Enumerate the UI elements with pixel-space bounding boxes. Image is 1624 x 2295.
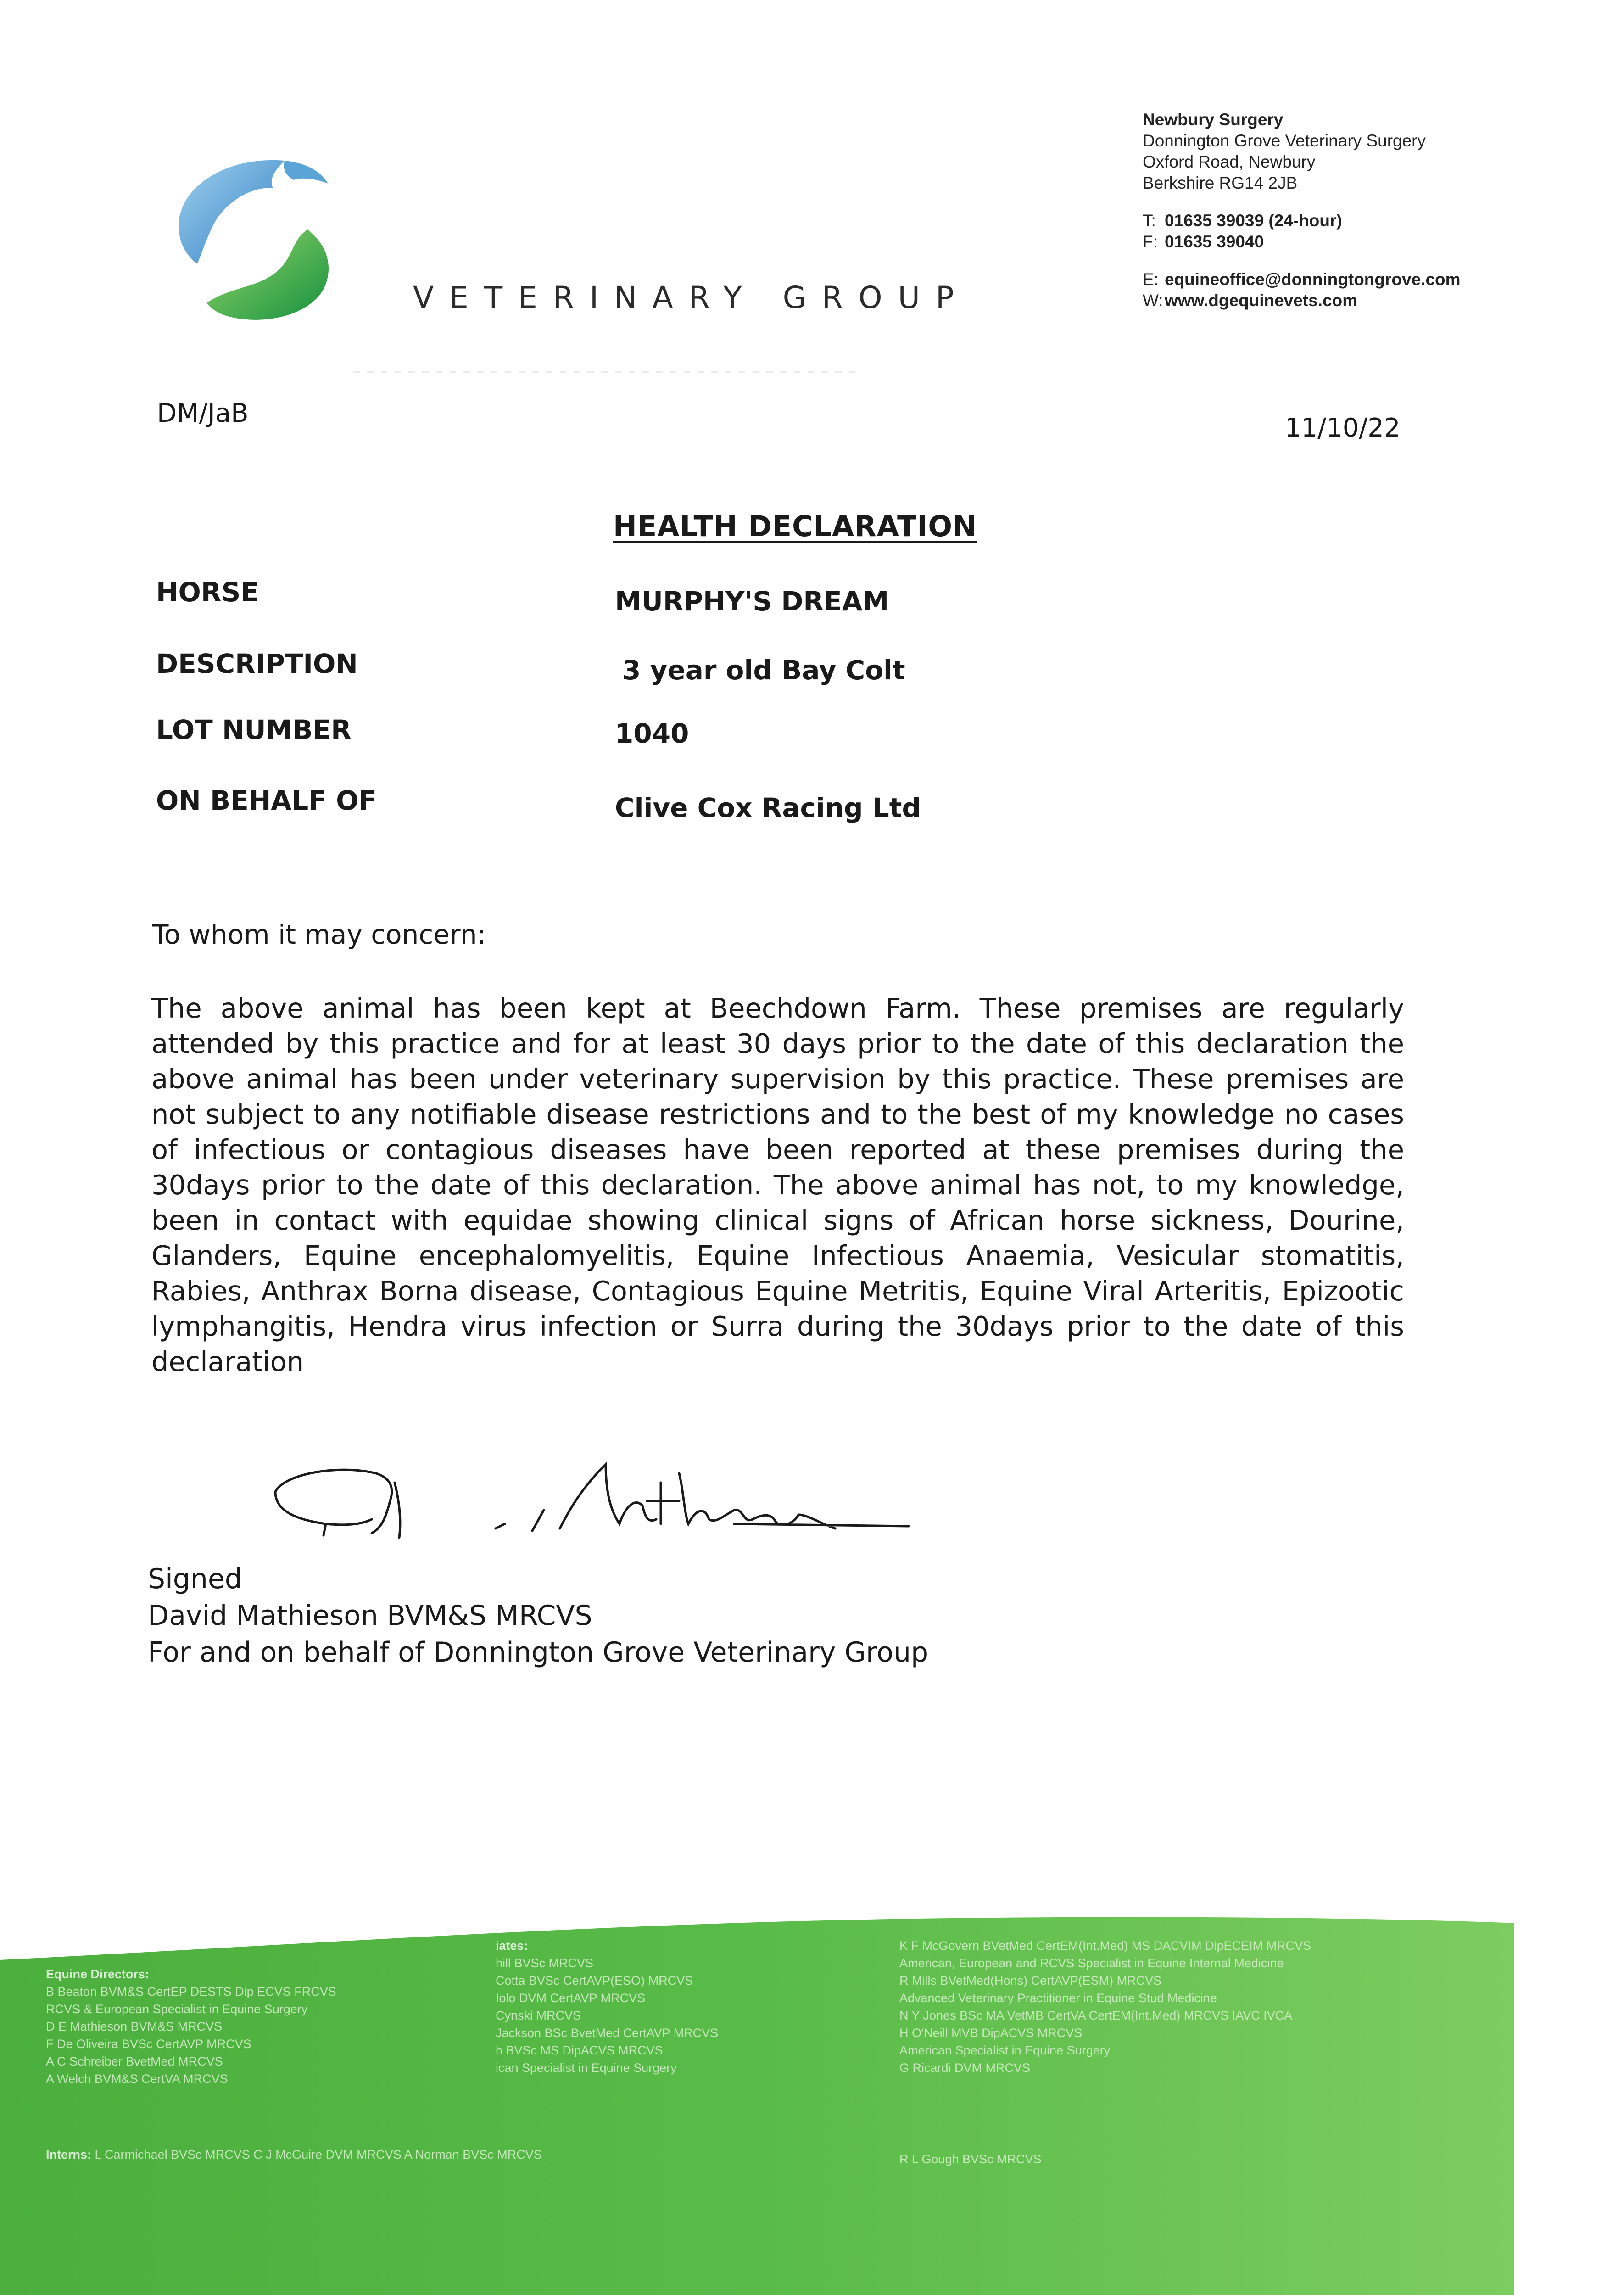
divider	[353, 371, 858, 373]
handwritten-signature	[257, 1455, 936, 1570]
horse-value: MURPHY'S DREAM	[615, 586, 889, 617]
letter-date: 11/10/22	[1285, 413, 1401, 443]
web-label: W:	[1143, 291, 1163, 310]
signature-block	[148, 1561, 928, 1671]
phone-row	[1143, 210, 1461, 231]
directors-heading: Equine Directors:	[46, 1967, 150, 1981]
description-value: 3 year old Bay Colt	[622, 655, 905, 686]
specialist-line: American, European and RCVS Specialist in Equine Internal Medicine	[899, 1956, 1284, 1970]
reference: DM/JaB	[157, 398, 249, 428]
fax-row	[1143, 231, 1461, 252]
specialist-line: G Ricardi DVM MRCVS	[899, 2061, 1031, 2075]
declaration-body: The above animal has been kept at Beechdown Farm. These premises are regularly attended by this practice and for at least 30 days prior to the date of this declaration the above animal has been under veterinary supervision by this practice. These premises are not subject to any notifiable disease restrictions and to the best of my knowledge no cases of infectious or contagious diseases have been reported at these premises during the 30days prior to the date of this declaration. The above animal has not, to my knowledge, been in contact with equidae showing clinical signs of African horse sickness, Dourine, Glanders, Equine encephalomyelitis, Equine Infectious Anaemia, Vesicular stomatitis, Rabies, Anthrax Borna disease, Contagious Equine Metritis, Equine Viral Arteritis, Epizootic lymphangitis, Hendra virus infection or Surra during the 30days prior to the date of this declaration	[151, 992, 1404, 1377]
footer-background	[0, 1896, 1624, 2295]
specialist-line: N Y Jones BSc MA VetMB CertVA CertEM(Int.Med) MRCVS IAVC IVCA	[899, 2009, 1293, 2022]
associate-line: Cynski MRCVS	[496, 2009, 581, 2022]
email-link[interactable]: equineoffice@donningtongrove.com	[1165, 270, 1461, 289]
fax-label: F:	[1143, 232, 1158, 251]
veterinary-group-logo	[170, 151, 340, 326]
associates-column	[496, 1937, 718, 2077]
web-link[interactable]: www.dgequinevets.com	[1165, 291, 1358, 310]
specialist-line: K F McGovern BVetMed CertEM(Int.Med) MS DACVIM DipECEIM MRCVS	[899, 1939, 1311, 1953]
director-line: RCVS & European Specialist in Equine Surgery	[46, 2002, 308, 2016]
associate-line: Jackson BSc BvetMed CertAVP MRCVS	[496, 2026, 719, 2040]
phone-number: 01635 39039 (24-hour)	[1165, 211, 1342, 230]
description-label: DESCRIPTION	[156, 648, 358, 679]
interns-row	[46, 2146, 542, 2163]
group-name: VETERINARY GROUP	[413, 280, 970, 315]
associate-line: Cotta BVSc CertAVP(ESO) MRCVS	[496, 1974, 693, 1987]
salutation: To whom it may concern:	[152, 919, 486, 950]
lot-number-value: 1040	[615, 718, 689, 749]
signed-label: Signed	[148, 1563, 242, 1595]
lot-number-label: LOT NUMBER	[156, 714, 352, 745]
director-line: B Beaton BVM&S CertEP DESTS Dip ECVS FRCVS	[46, 1985, 336, 1998]
surgery-name: Newbury Surgery	[1143, 110, 1284, 129]
interns-label: Interns:	[46, 2148, 92, 2161]
director-line: F De Oliveira BVSc CertAVP MRCVS	[46, 2037, 251, 2051]
specialist-line: H O'Neill MVB DipACVS MRCVS	[899, 2026, 1083, 2040]
footer	[0, 1896, 1624, 2295]
on-behalf-of-value: Clive Cox Racing Ltd	[615, 792, 921, 823]
email-label: E:	[1143, 270, 1159, 289]
horse-label: HORSE	[156, 577, 259, 608]
address-block	[1143, 109, 1461, 311]
phone-label: T:	[1143, 211, 1156, 230]
associate-line: Iolo DVM CertAVP MRCVS	[496, 1991, 646, 2005]
address-line-3: Berkshire RG14 2JB	[1143, 174, 1298, 192]
specialists-column	[899, 1937, 1311, 2077]
specialist-line: R Mills BVetMed(Hons) CertAVP(ESM) MRCVS	[899, 1974, 1162, 1987]
interns-list: L Carmichael BVSc MRCVS C J McGuire DVM MRCVS A Norman BVSc MRCVS	[95, 2148, 542, 2161]
associate-line: ican Specialist in Equine Surgery	[496, 2061, 677, 2075]
logo-graphic	[170, 151, 340, 326]
specialist-line: American Specialist in Equine Surgery	[899, 2043, 1111, 2057]
on-behalf-statement: For and on behalf of Donnington Grove Veterinary Group	[148, 1636, 929, 1668]
director-line: D E Mathieson BVM&S MRCVS	[46, 2020, 223, 2033]
on-behalf-of-label: ON BEHALF OF	[156, 785, 377, 816]
web-row	[1143, 290, 1461, 311]
signatory-name: David Mathieson BVM&S MRCVS	[148, 1600, 592, 1632]
associate-line: hill BVSc MRCVS	[496, 1956, 594, 1970]
page-title: HEALTH DECLARATION	[613, 509, 977, 543]
director-line: A C Schreiber BvetMed MRCVS	[46, 2054, 223, 2068]
signature-drawing	[257, 1455, 936, 1570]
address-line-1: Donnington Grove Veterinary Surgery	[1143, 131, 1426, 150]
address-line-2: Oxford Road, Newbury	[1143, 152, 1316, 171]
interns-right: R L Gough BVSc MRCVS	[899, 2152, 1042, 2166]
directors-column	[46, 1965, 336, 2088]
director-line: A Welch BVM&S CertVA MRCVS	[46, 2072, 228, 2086]
specialist-line: Advanced Veterinary Practitioner in Equine Stud Medicine	[899, 1991, 1217, 2005]
email-row	[1143, 269, 1461, 290]
associate-line: h BVSc MS DipACVS MRCVS	[496, 2043, 663, 2057]
associates-heading: iates:	[496, 1939, 528, 1953]
fax-number: 01635 39040	[1165, 232, 1264, 251]
